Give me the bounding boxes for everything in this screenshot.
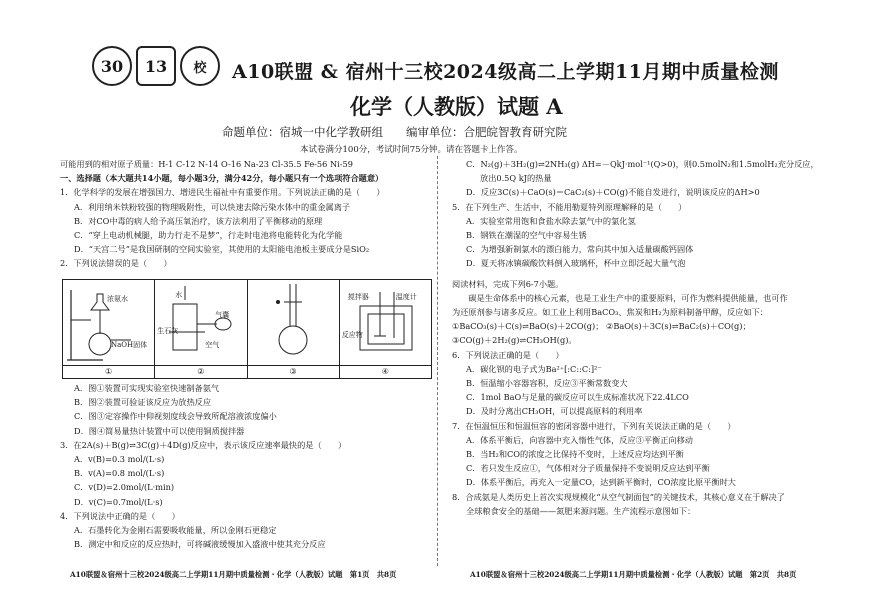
question-2: 2．下列说法错误的是（ ） [60,258,172,269]
apparatus-3-label: ③ [248,365,339,378]
label-air: 空气 [205,341,220,349]
q5-option-b: B．钢铁在潮湿的空气中容易生锈 [466,230,587,241]
q1-option-b: B．对CO中毒的病人给予高压氧治疗，该方法利用了平衡移动的原理 [74,215,323,226]
left-column [60,157,435,271]
q5-option-d: D．夏天将冰镇碳酸饮料倒入玻璃杯，杯中立即泛起大量气泡 [466,258,686,269]
label-naoh-solid: NaOH固体 [111,341,148,349]
q2-option-b: B．图②装置可验证该反应为放热反应 [74,397,212,408]
q4-option-a: A．石墨转化为金刚石需要吸收能量，所以金刚石更稳定 [74,525,277,536]
q4-option-d: D．反应3C(s)＋CaO(s)＝CaC₂(s)＋CO(g)不能自发进行，说明该反应的ΔH>0 [466,187,760,198]
page-2-footer: A10联盟＆宿州十三校2024级高二上学期11月期中质量检测・化学（人教版）试题 第2页 共8页 [470,570,797,579]
q2-option-c: C．图③定容操作中仰视刻度线会导致所配溶液浓度偏小 [74,411,277,422]
exam-note: 本试卷满分100分，考试时间75分钟。请在答题卡上作答。 [300,145,523,155]
author-units: 命题单位：宿城一中化学教研组 编审单位：合肥皖智教育研究院 [222,125,567,139]
q6-option-a: A．碳化钡的电子式为Ba²⁺[:C::C:]²⁻ [466,363,602,374]
q6-option-c: C．1mol BaO与足量的碳反应可以生成标准状况下22.4LCO [466,392,689,403]
q2-option-a: A．图①装置可实现实验室快速制备氨气 [74,383,220,393]
apparatus-1 [63,280,155,378]
label-thermometer: 温度计 [395,293,417,301]
q3-option-b: B．v(A)=0.8 mol/(L·s) [74,468,165,479]
exam-title: A10联盟 & 宿州十三校2024级高二上学期11月期中质量检测 [232,61,779,83]
apparatus-2 [155,280,247,378]
q1-option-c: C．“穿上电动机械腿，助力行走不是梦”，行走时电池将电能转化为化学能 [74,230,343,241]
q6-option-b: B．恒温缩小容器容积，反应③平衡常数变大 [466,378,628,389]
label-stirrer: 搅拌器 [347,293,369,301]
q7-option-d: D．体系平衡后，再充入一定量CO，达到新平衡时，CO浓度比原平衡时大 [466,477,736,488]
label-conc-ammonia: 浓氨水 [107,295,128,303]
material-line-2: 为还原剂参与诸多反应。如工业上利用BaCO₃、焦炭和H₂为原料制备甲醇，反应如下： [452,307,768,318]
exam-subtitle: 化学（人教版）试题 A [350,94,563,119]
q4-option-c-cont: 放出0.5Q kJ的热量 [480,173,552,184]
q7-option-a: A．体系平衡后，向容器中充入惰性气体，反应③平衡正向移动 [466,434,693,445]
material-line-4: ③CO(g)＋2H₂(g)⇌CH₃OH(g)。 [452,335,577,346]
q1-option-a: A．利用纳米铁粉较强的物理吸附性，可以快速去除污染水体中的重金属离子 [74,201,351,212]
q4-option-c: C．N₂(g)＋3H₂(g)⇌2NH₃(g) ΔH=－QkJ·mol⁻¹(Q>0)，则0.5molN₂和1.5molH₂充分反应， [466,159,819,169]
material-line-1: 碳是生命体系中的核心元素，也是工业生产中的重要原料，可作为燃料提供能量，也可作 [452,292,788,303]
column-divider [437,156,438,566]
reading-instruction: 阅读材料，完成下列6-7小题。 [452,278,564,289]
school-seal-logo: 校 [180,46,220,86]
apparatus-figure [62,279,432,379]
page-1-footer: A10联盟＆宿州十三校2024级高二上学期11月期中质量检测・化学（人教版）试题 第1页 共8页 [70,570,397,579]
apparatus-1-label: ① [63,365,154,378]
section-heading: 一、选择题（本大题共14小题，每小题3分，满分42分，每小题只有一个选项符合题意） [60,173,384,184]
q3-option-d: D．v(C)=0.7mol/(L·s) [74,496,163,507]
q2-option-d: D．图④简易量热计装置中可以使用铜质搅拌器 [74,425,245,436]
q6-option-d: D．及时分离出CH₃OH，可以提高原料的利用率 [466,406,643,417]
question-8: 8．合成氨是人类历史上首次实现规模化“从空气制面包”的关键技术，其核心意义在于解决了 [452,491,785,502]
q3-option-c: C．v(D)=2.0mol/(L·min) [74,482,175,493]
school-13-logo: 13 [136,46,176,86]
q3-option-a: A．v(B)=0.3 mol/(L·s) [74,454,165,465]
material-line-3: ①BaCO₃(s)＋C(s)⇌BaO(s)＋2CO(g)； ②BaO(s)＋3C(s)⇌BaC₂(s)＋CO(g)； [452,321,751,332]
right-column [452,157,852,518]
q1-option-d: D．“天宫二号”是我国研制的空间实验室，其使用的太阳能电池板主要成分是SiO₂ [74,244,370,255]
q7-option-b: B．当H₂和CO的浓度之比保持不变时，上述反应均达到平衡 [466,449,684,460]
atomic-mass-line: 可能用到的相对原子质量：H-1 C-12 N-14 O-16 Na-23 Cl-35.5 Fe-56 Ni-59 [60,159,353,169]
question-3: 3．在2A(s)＋B(g)⇌3C(g)＋4D(g)反应中，表示该反应速率最快的是（ ） [60,439,347,450]
label-reactants: 反应物 [341,331,363,339]
apparatus-3 [248,280,340,378]
q7-option-c: C．若只发生反应①，气体相对分子质量保持不变说明反应达到平衡 [466,463,710,474]
q5-option-a: A．实验室常用饱和食盐水除去氯气中的氯化氢 [466,215,636,226]
label-water: 水 [175,291,183,299]
label-airbag: 气囊 [215,311,230,319]
apparatus-4 [340,280,431,378]
apparatus-2-label: ② [155,365,246,378]
question-1: 1．化学科学的发展在增强国力、增进民生福祉中有重要作用。下列说法正确的是（ ） [60,187,385,198]
q5-option-c: C．为增强新制氯水的漂白能力，常向其中加入适量碳酸钙固体 [466,244,694,255]
question-5: 5．在下列生产、生活中，不能用勒夏特列原理解释的是（ ） [452,201,687,212]
question-7: 7．在恒温恒压和恒温恒容的密闭容器中进行，下列有关说法正确的是（ ） [452,420,736,431]
question-6: 6．下列说法正确的是（ ） [452,349,564,360]
question-4: 4．下列说法中正确的是（ ） [60,510,180,521]
q4-option-b: B．测定中和反应的反应热时，可将碱液缓慢加入盛液中使其充分反应 [74,539,326,550]
left-column-lower [60,381,435,551]
question-8-cont: 全球粮食安全的基础——氮肥来源问题。生产流程示意图如下： [466,505,696,516]
label-quicklime: 生石灰 [157,327,179,335]
apparatus-4-label: ④ [340,365,431,378]
exothermic-setup-drawing [155,280,247,366]
volumetric-flask-drawing [248,280,340,366]
ammonia-setup-drawing [63,280,155,366]
alliance-logo: 30 [92,46,132,86]
